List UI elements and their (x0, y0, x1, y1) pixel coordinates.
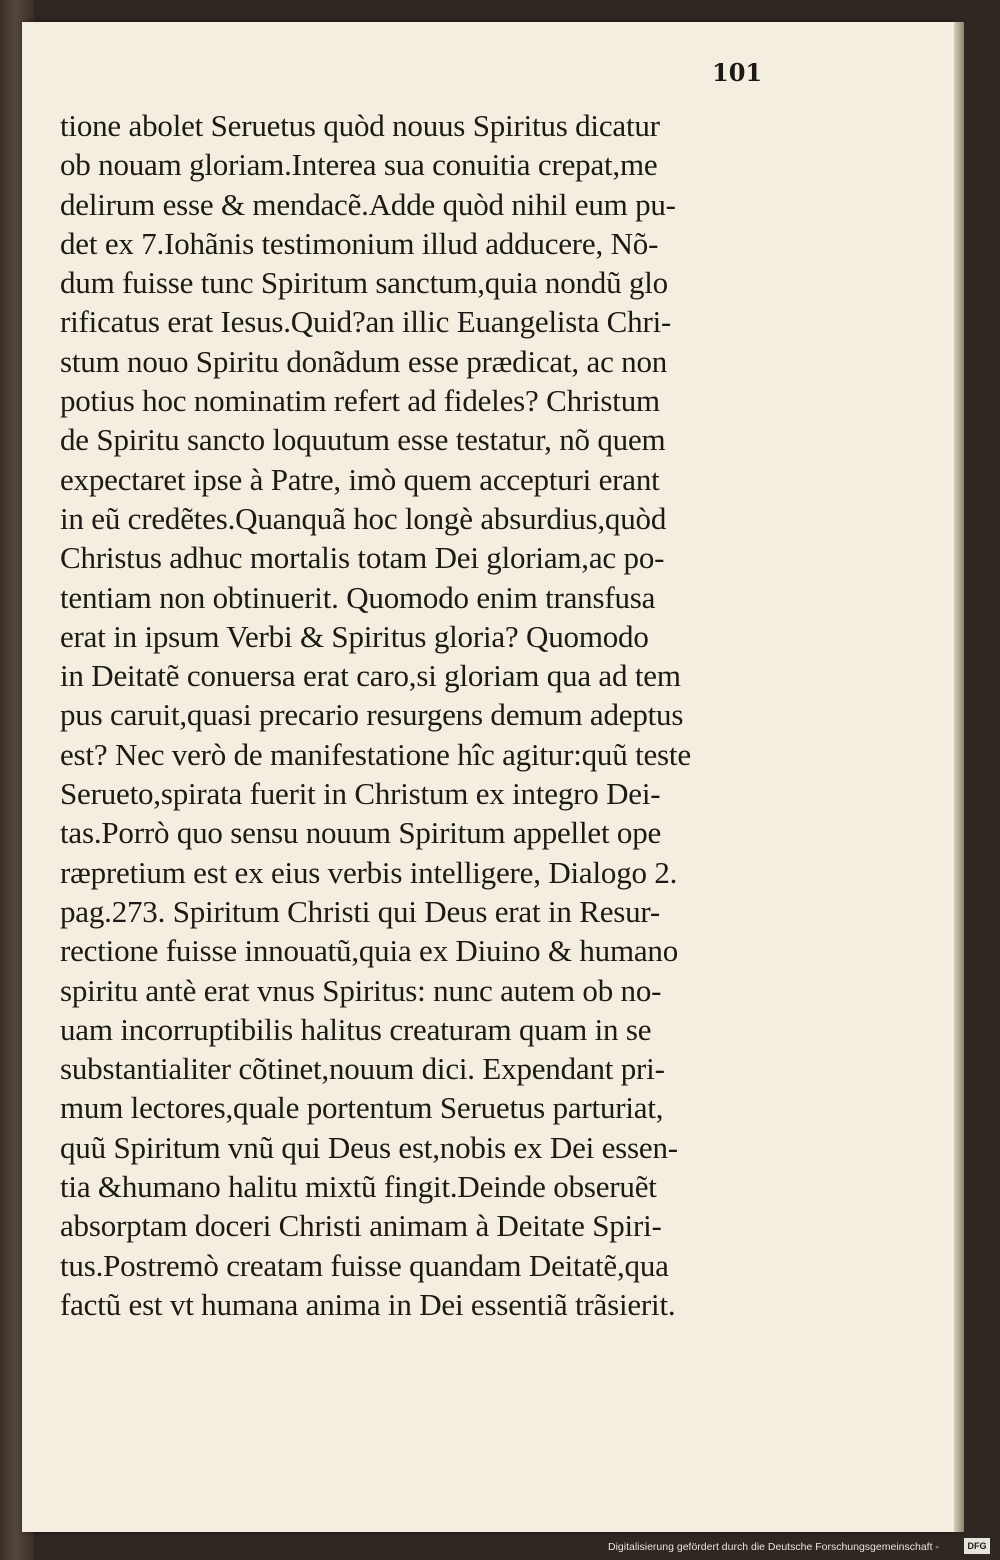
text-line: tus.Postremò creatam fuisse quandam Deitatẽ,qua (60, 1247, 669, 1283)
text-line: uam incorruptibilis halitus creaturam quam in se (60, 1011, 652, 1047)
text-line: in eũ credẽtes.Quanquã hoc longè absurdius,quòd (60, 500, 667, 536)
page-text (60, 106, 750, 1324)
text-line: ob nouam gloriam.Interea sua conuitia crepat,me (60, 147, 658, 183)
text-line: spiritu antè erat vnus Spiritus: nunc autem ob no- (60, 972, 662, 1008)
text-line: quũ Spiritum vnũ qui Deus est,nobis ex Dei essen- (60, 1129, 678, 1165)
text-line: det ex 7.Iohãnis testimonium illud adducere, Nõ- (60, 225, 659, 261)
dfg-logo: DFG (964, 1538, 990, 1554)
text-line: delirum esse & mendacẽ.Adde quòd nihil eum pu- (60, 186, 676, 222)
text-line: est? Nec verò de manifestatione hîc agitur:quũ teste (60, 736, 691, 772)
text-line: tia &humano halitu mixtũ fingit.Deinde obseruẽt (60, 1169, 657, 1205)
text-line: stum nouo Spiritu donãdum esse prædicat, ac non (60, 343, 668, 379)
text-line: de Spiritu sancto loquutum esse testatur, nõ quem (60, 422, 666, 458)
text-line: erat in ipsum Verbi & Spiritus gloria? Quomodo (60, 618, 649, 654)
funding-credit: Digitalisierung gefördert durch die Deutsche Forschungsgemeinschaft - (608, 1541, 939, 1553)
text-line: rectione fuisse innouatũ,quia ex Diuino & humano (60, 933, 679, 969)
text-line: pus caruit,quasi precario resurgens demum adeptus (60, 697, 684, 733)
page-number: 101 (712, 58, 763, 87)
text-line: potius hoc nominatim refert ad fideles? Christum (60, 383, 660, 419)
text-line: ræpretium est ex eius verbis intelligere, Dialogo 2. (60, 854, 678, 890)
text-line: Serueto,spirata fuerit in Christum ex integro Dei- (60, 776, 661, 812)
text-line: tione abolet Seruetus quòd nouus Spiritus dicatur (60, 108, 660, 143)
text-line: rificatus erat Iesus.Quid?an illic Euangelista Chri- (60, 304, 672, 340)
text-line: tentiam non obtinuerit. Quomodo enim transfusa (60, 579, 656, 615)
text-line: pag.273. Spiritum Christi qui Deus erat in Resur- (60, 893, 661, 929)
text-line: expectaret ipse à Patre, imò quem accepturi erant (60, 461, 660, 497)
text-line: factũ est vt humana anima in Dei essentiã trãsierit. (60, 1286, 676, 1322)
text-line: Christus adhuc mortalis totam Dei gloriam,ac po- (60, 540, 665, 576)
text-line: substantialiter cõtinet,nouum dici. Expendant pri- (60, 1051, 665, 1087)
text-line: mum lectores,quale portentum Seruetus parturiat, (60, 1090, 664, 1126)
page-edge (954, 22, 964, 1532)
text-line: tas.Porrò quo sensu nouum Spiritum appellet ope (60, 815, 662, 851)
text-line: in Deitatẽ conuersa erat caro,si gloriam qua ad tem (60, 658, 681, 694)
text-line: dum fuisse tunc Spiritum sanctum,quia nondũ glo (60, 265, 668, 301)
text-line: absorptam doceri Christi animam à Deitate Spiri- (60, 1208, 662, 1244)
